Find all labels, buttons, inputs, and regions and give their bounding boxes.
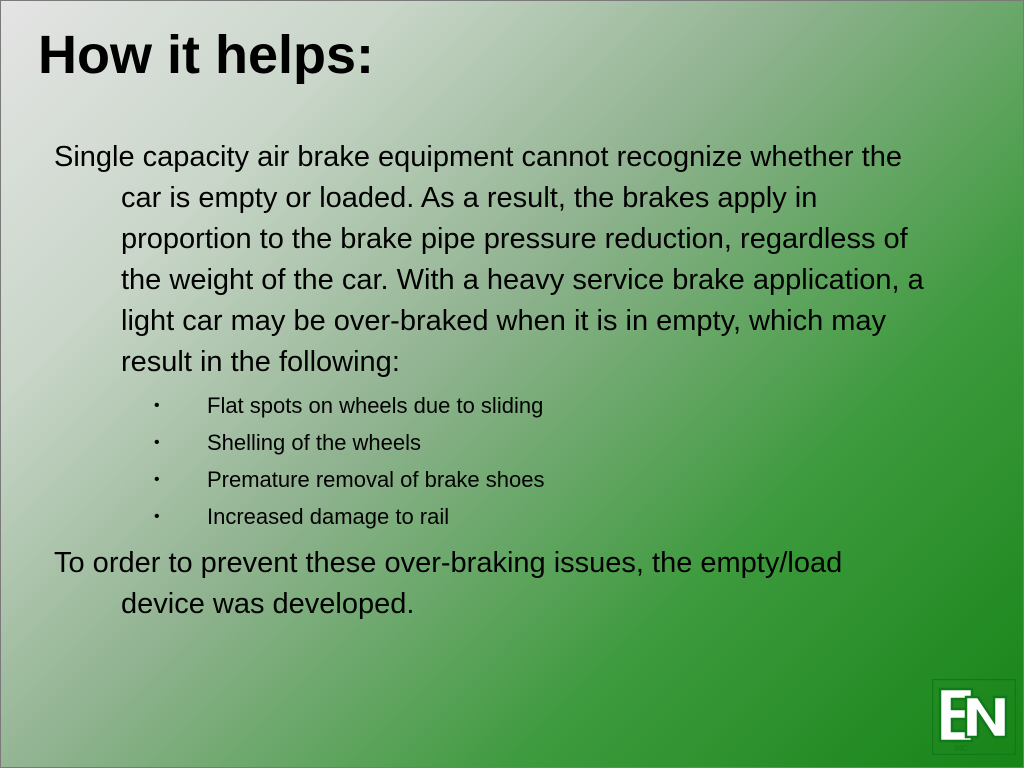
bullet-text: Increased damage to rail — [207, 504, 450, 529]
bullet-icon: • — [154, 397, 160, 414]
bullet-list — [54, 387, 934, 535]
bullet-text: Premature removal of brake shoes — [207, 467, 545, 492]
bullet-icon: • — [154, 434, 160, 451]
company-logo-icon — [932, 679, 1016, 755]
bullet-text: Flat spots on wheels due to sliding — [207, 393, 544, 418]
bullet-item — [54, 498, 934, 535]
bullet-text: Shelling of the wheels — [207, 430, 422, 455]
logo-caption: INC. — [954, 744, 970, 753]
closing-paragraph: To order to prevent these over-braking issues, the empty/load device was developed. — [54, 547, 843, 620]
bullet-item — [54, 387, 934, 424]
slide-title: How it helps: — [38, 25, 374, 85]
bullet-icon: • — [154, 471, 160, 488]
logo-n-shape — [966, 697, 1006, 737]
bullet-item — [54, 424, 934, 461]
bullet-icon: • — [154, 508, 160, 525]
slide-body — [54, 137, 934, 625]
bullet-item — [54, 461, 934, 498]
intro-paragraph: Single capacity air brake equipment cannot recognize whether the car is empty or loaded. As a result, the brakes apply in proportion to the brake pipe pressure reduction, regardless of the weight of the car. With a heavy service brake application, a light car may be over-braked when it is in empty, which may result in the following: — [54, 141, 924, 378]
